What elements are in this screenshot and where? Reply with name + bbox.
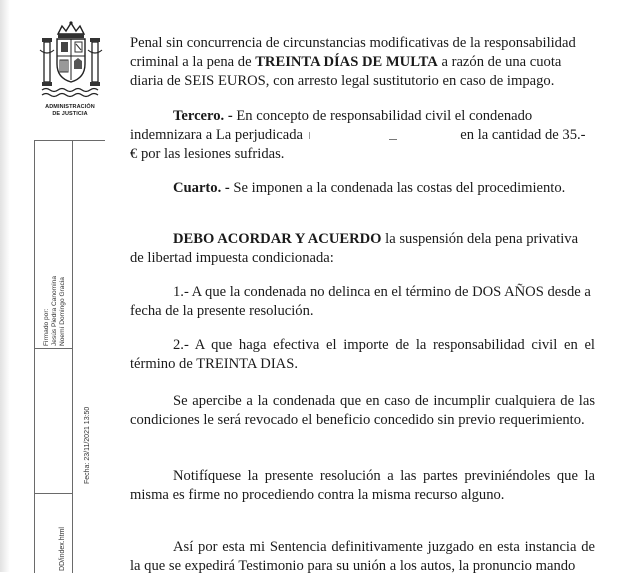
sidebar-hline bbox=[35, 493, 72, 494]
redacted-name bbox=[307, 131, 457, 141]
sidebar-hline bbox=[35, 348, 72, 349]
signature-sidebar bbox=[34, 140, 105, 573]
paragraph-condition-2: 2.- A que haga efectiva el importe de la responsabilidad civil en el término de TREINTA DIAS. bbox=[130, 337, 595, 372]
text: la suspensión dela pena privativa de libertad impuesta condicionada: bbox=[130, 231, 579, 266]
paragraph-condition-1: 1.- A que la condenada no delinca en el término de DOS AÑOS desde a fecha de la presente resolución. bbox=[130, 284, 591, 319]
text: en la cantidad de 35.- € por las lesiones sufridas. bbox=[130, 127, 586, 162]
heading-acuerdo: DEBO ACORDAR Y ACUERDO bbox=[173, 231, 382, 247]
text: En concepto de responsabilidad civil el condenado indemnizara a La perjudicada bbox=[130, 108, 533, 143]
heading-tercero: Tercero. - bbox=[173, 108, 233, 124]
paragraph-tercero bbox=[130, 107, 595, 164]
paragraph-notifiquese: Notifíquese la presente resolución a las partes previniéndoles que la misma es firme no procediendo contra la misma recurso alguno. bbox=[130, 468, 595, 503]
signer-name-2: Noemí Domingo Gracia bbox=[59, 277, 66, 346]
signature-block bbox=[43, 276, 67, 346]
text: Se imponen a la condenada las costas del procedimiento. bbox=[229, 180, 566, 196]
document-url: DD/index.html bbox=[59, 527, 66, 571]
signature-date: Fecha: 23/11/2021 13:50 bbox=[84, 406, 91, 484]
text: a razón de una cuota diaria de SEIS EUROS, con arresto legal sustitutorio en caso de impago. bbox=[130, 54, 562, 89]
sidebar-divider bbox=[72, 141, 73, 573]
paragraph-apercibe: Se apercibe a la condenada que en caso de incumplir cualquiera de las condiciones le será revocado el beneficio concedido sin previo requerimiento. bbox=[130, 393, 595, 428]
text: Penal sin concurrencia de circunstancias modificativas de la responsabilidad criminal a la pena de bbox=[130, 35, 576, 70]
paragraph-sentencia: Así por esta mi Sentencia definitivamente juzgado en esta instancia de la que se expedirá Testimonio para su unión a los autos, la pronuncio mando bbox=[130, 539, 595, 574]
signer-name-1: Jesús Piedra Canomina bbox=[51, 275, 58, 346]
page-edge-shadow bbox=[0, 0, 10, 572]
organization-label-line-2: DE JUSTICIA bbox=[52, 111, 88, 117]
organization-label bbox=[30, 104, 110, 118]
coat-of-arms-icon bbox=[36, 20, 106, 102]
paragraph-sentence bbox=[130, 34, 595, 91]
heading-cuarto: Cuarto. - bbox=[173, 180, 230, 196]
paragraph-cuarto bbox=[130, 179, 595, 198]
paragraph-acuerdo bbox=[130, 230, 595, 268]
signed-by-label: Firmado por: bbox=[43, 308, 50, 346]
document-body bbox=[130, 34, 595, 576]
organization-label-line-1: ADMINISTRACIÓN bbox=[45, 104, 95, 110]
bold-text: TREINTA DÍAS DE MULTA bbox=[255, 54, 438, 70]
